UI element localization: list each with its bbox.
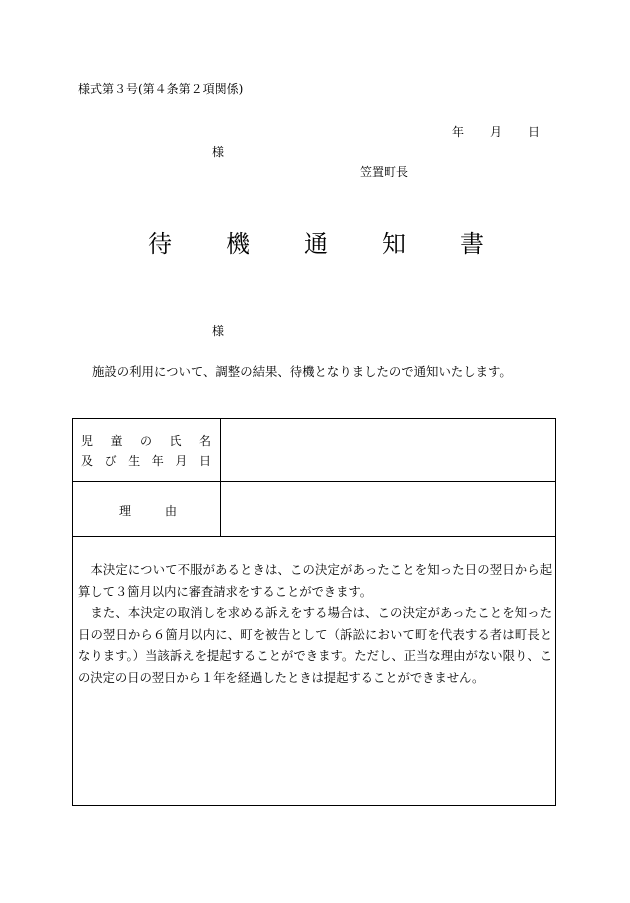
title-char: 通 [304, 230, 328, 258]
date-line [452, 123, 540, 140]
title-char: 知 [382, 230, 406, 258]
label-char: 由 [164, 504, 177, 518]
child-name-birthdate-field[interactable] [221, 419, 555, 481]
date-month: 月 [490, 125, 503, 139]
label-char: 児 [81, 434, 94, 448]
label-char: 年 [151, 454, 164, 468]
notice-paragraph: また、本決定の取消しを求める訴えをする場合は、この決定があったことを知った日の翌日から６箇月以内に、町を被告として（訴訟において町を代表する者は町長となります。）当該訴えを提起することができます。ただし、正当な理由がない限り、この決定の日の翌日から１年を経過したときは提起することができません。 [78, 605, 552, 685]
title-char: 機 [226, 230, 250, 258]
label-char: 月 [175, 454, 188, 468]
reason-label [119, 502, 177, 519]
row-divider [73, 536, 555, 537]
appeal-notice [78, 559, 552, 688]
label-char: 及 [81, 454, 94, 468]
label-char: 理 [119, 504, 132, 518]
form-number: 様式第３号(第４条第２項関係) [78, 82, 244, 96]
date-day: 日 [528, 125, 541, 139]
label-line-2 [81, 451, 211, 471]
label-char: 日 [198, 454, 211, 468]
child-name-birthdate-label [81, 431, 211, 471]
reason-field[interactable] [221, 482, 555, 536]
label-char: 名 [198, 434, 211, 448]
label-char: 生 [128, 454, 141, 468]
notice-paragraph: 本決定について不服があるときは、この決定があったことを知った日の翌日から起算して３箇月以内に審査請求をすることができます。 [78, 562, 552, 599]
label-char: 氏 [169, 434, 182, 448]
intro-text: 施設の利用について、調整の結果、待機となりましたので通知いたします。 [92, 364, 512, 379]
date-year: 年 [452, 125, 465, 139]
label-char: 童 [110, 434, 123, 448]
label-char: び [104, 454, 117, 468]
title-char: 書 [460, 230, 484, 258]
info-table [72, 418, 556, 806]
label-char: の [139, 434, 152, 448]
issuer: 笠置町長 [360, 165, 409, 179]
addressee-suffix-top: 様 [212, 145, 225, 159]
title-char: 待 [148, 230, 172, 258]
addressee-suffix-bottom: 様 [212, 324, 225, 338]
label-line-1 [81, 431, 211, 451]
